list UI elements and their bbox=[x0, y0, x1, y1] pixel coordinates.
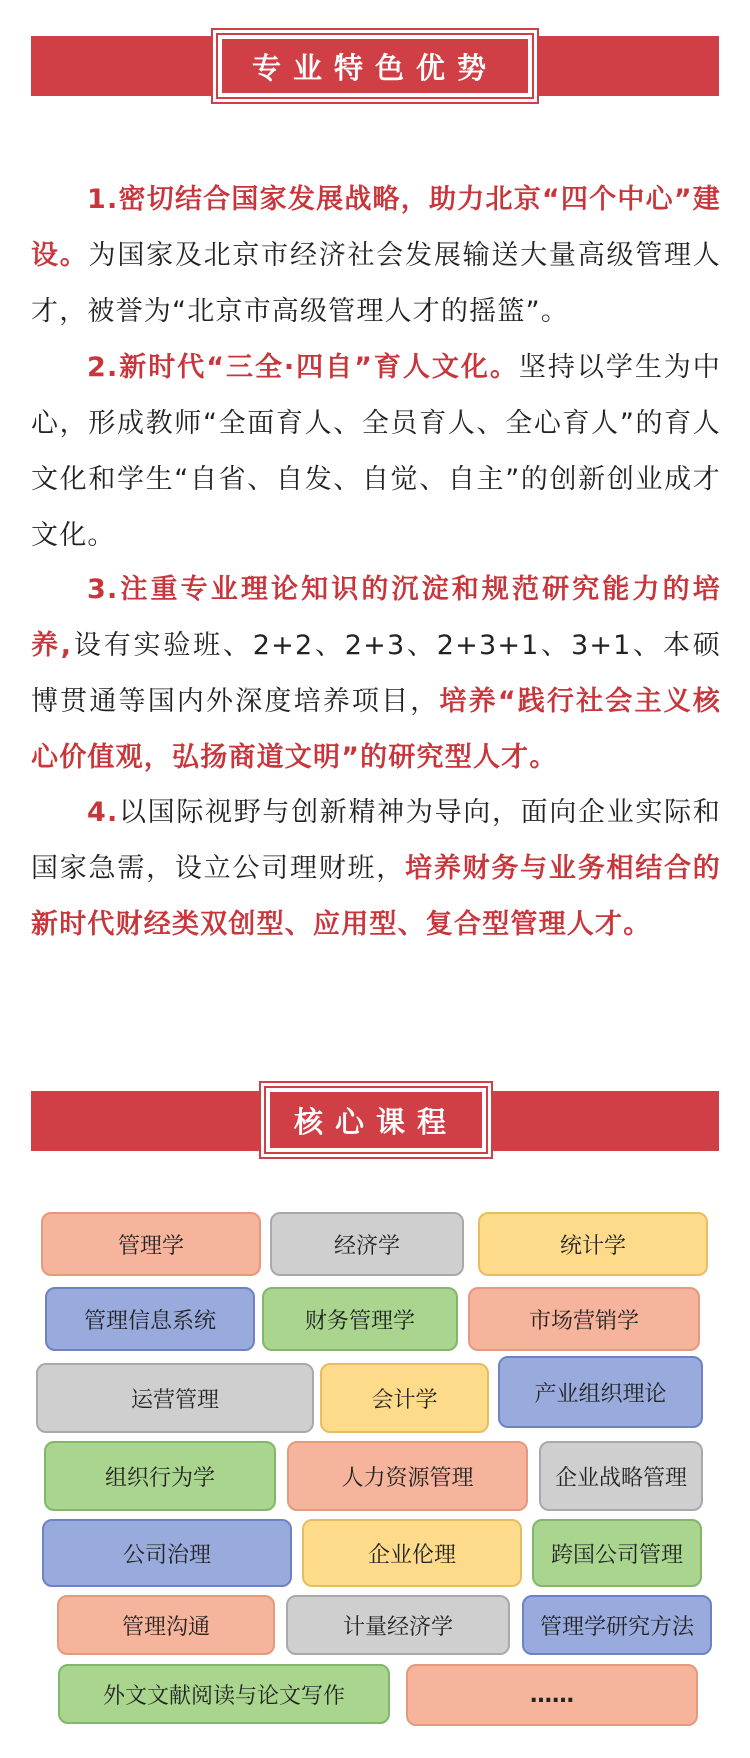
course-chip: 企业战略管理 bbox=[539, 1441, 703, 1511]
course-chip: 经济学 bbox=[270, 1212, 464, 1276]
feature-number: 2. bbox=[87, 352, 119, 383]
feature-text: 坚持以学生为中心，形成教师“全面育人、全员育人、全心育人”的育人文化和学生“自省、自发、自觉、自主”的创新创业成才文化。 bbox=[31, 352, 722, 551]
course-chip: 管理沟通 bbox=[57, 1595, 275, 1655]
course-chip: 管理信息系统 bbox=[45, 1287, 255, 1351]
course-chip: 运营管理 bbox=[36, 1363, 314, 1433]
course-chip: 财务管理学 bbox=[262, 1287, 458, 1351]
course-chip: 企业伦理 bbox=[302, 1519, 522, 1587]
feature-number: 1. bbox=[87, 184, 119, 215]
feature-heading: 新时代“三全·四自”育人文化。 bbox=[118, 352, 519, 383]
feature-highlight: 培养财务与业务相结合的新时代财经类双创型、应用型、复合型管理人才。 bbox=[31, 853, 721, 940]
feature-heading: 密切结合国家发展战略，助力北京“四个中心”建设。 bbox=[31, 184, 721, 271]
course-chip: 会计学 bbox=[320, 1363, 489, 1433]
feature-item-3 bbox=[31, 562, 721, 786]
course-chip: 组织行为学 bbox=[44, 1441, 276, 1511]
course-chip: 管理学 bbox=[41, 1212, 261, 1276]
course-chip: 人力资源管理 bbox=[287, 1441, 528, 1511]
course-chip: 跨国公司管理 bbox=[532, 1519, 702, 1587]
course-chip: 统计学 bbox=[478, 1212, 708, 1276]
feature-heading: 注重专业理论知识的沉淀和规范研究能力的培养, bbox=[31, 574, 721, 661]
course-chip: 市场营销学 bbox=[468, 1287, 700, 1351]
course-chip: 公司治理 bbox=[42, 1519, 292, 1587]
feature-item-2 bbox=[31, 340, 721, 564]
course-chip-more: …… bbox=[406, 1664, 698, 1726]
course-chip: 计量经济学 bbox=[286, 1595, 510, 1655]
section-title-features: 专业特色优势 bbox=[218, 35, 532, 97]
feature-number: 4. bbox=[87, 797, 119, 828]
course-chip: 产业组织理论 bbox=[498, 1356, 703, 1428]
feature-text: 以国际视野与创新精神为导向，面向企业实际和国家急需，设立公司理财班， bbox=[31, 797, 721, 884]
feature-highlight: 培养“践行社会主义核心价值观，弘扬商道文明”的研究型人才。 bbox=[31, 686, 721, 773]
feature-text: 设有实验班、2+2、2+3、2+3+1、3+1、本硕博贯通等国内外深度培养项目， bbox=[31, 630, 721, 717]
feature-number: 3. bbox=[87, 574, 119, 605]
section-title-courses: 核心课程 bbox=[266, 1088, 486, 1152]
feature-item-1 bbox=[31, 172, 721, 340]
feature-item-4 bbox=[31, 785, 721, 953]
course-chip: 管理学研究方法 bbox=[522, 1595, 712, 1655]
course-chip: 外文文献阅读与论文写作 bbox=[58, 1664, 390, 1724]
feature-text: 为国家及北京市经济社会发展输送大量高级管理人才，被誉为“北京市高级管理人才的摇篮”。 bbox=[31, 240, 721, 327]
